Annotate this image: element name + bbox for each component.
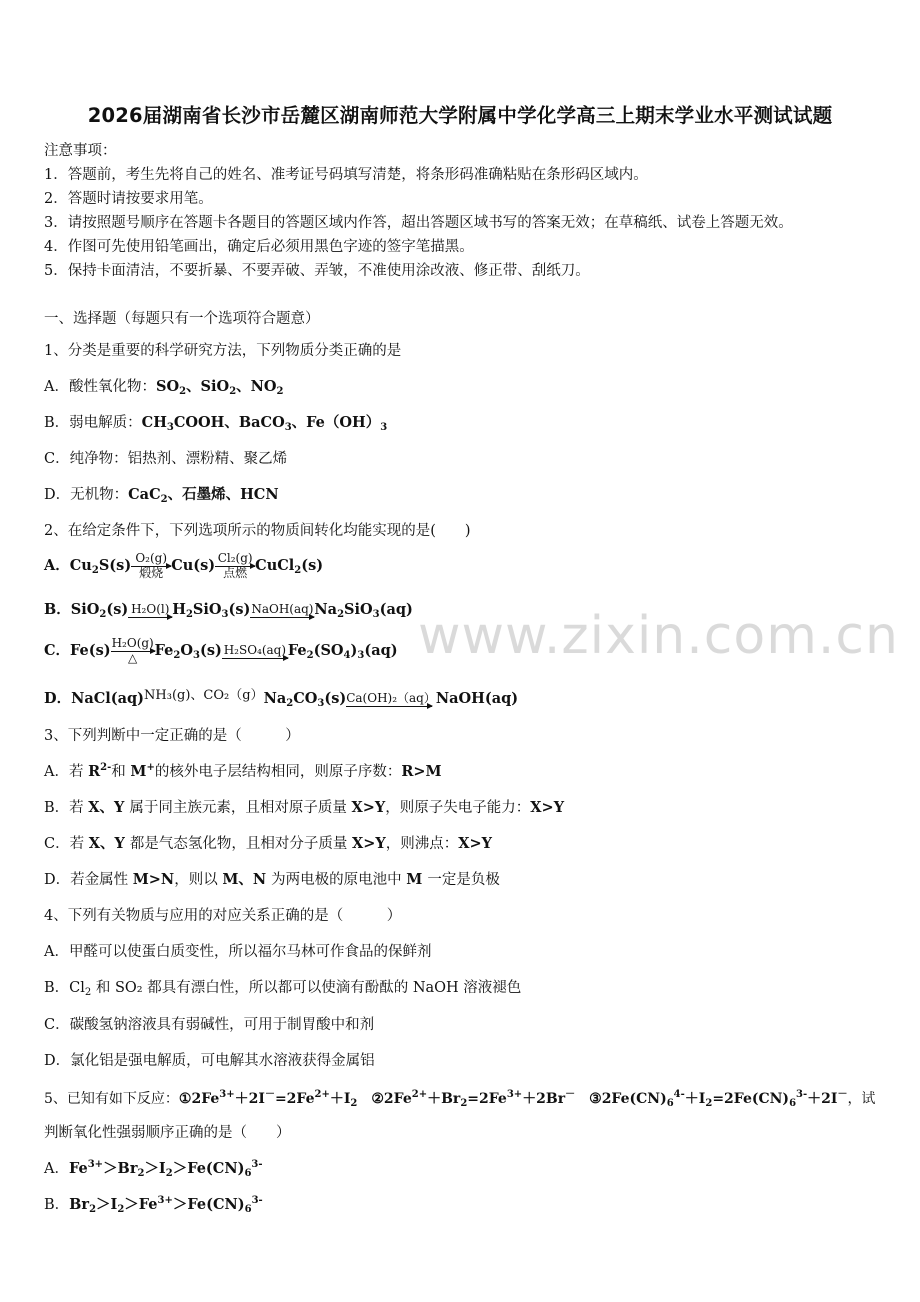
reaction-arrow: H₂SO₄(aq) bbox=[223, 642, 287, 657]
notes-heading: 注意事项： bbox=[44, 143, 117, 159]
page-title: 2026届湖南省长沙市岳麓区湖南师范大学附属中学化学高三上期末学业水平测试试题 bbox=[87, 104, 833, 127]
q1-option-b: B．弱电解质：$CH_3COOH$、BaCO$_3$、$Fe(OH)_3$ bbox=[44, 414, 388, 433]
section-heading: 一、选择题（每题只有一个选项符合题意） bbox=[44, 311, 320, 327]
note-item-2: 2．答题时请按要求用笔。 bbox=[44, 191, 213, 207]
q3-option-b: B．若 X、Y 属于同主族元素，且相对原子质量 X>Y，则原子失电子能力：X>Y bbox=[44, 799, 565, 816]
q2-option-c: C．Fe(s) H₂O(g) △ $Fe_2O_3(s)$ H₂SO₄(aq) $Fe_2(SO_4)_3(aq)$ bbox=[44, 636, 398, 665]
q2-option-d: D．NaCl(aq)NH₃(g)、$CO_2(g)Na_2CO_3(s)$ Ca(OH)₂（aq） NaOH(aq) bbox=[44, 688, 519, 709]
q5-option-b: B．$Br_2>I_2>Fe^{3+}>Fe(CN)_6^{3-}$ bbox=[44, 1195, 263, 1215]
reaction-arrow: Cl₂(g) 点燃 bbox=[215, 552, 255, 580]
reaction-arrow: NaOH(aq) bbox=[251, 601, 314, 616]
q3-option-c: C．若 X、Y 都是气态氢化物，且相对分子质量 X>Y，则沸点：X>Y bbox=[44, 835, 493, 852]
watermark: www.zixin.com.cn bbox=[418, 606, 899, 666]
q5-stem: 5、已知有如下反应：$①2Fe^{3+}+2I^-=2Fe^{2+}+I_2$ $②2Fe^{2+}+Br_2=2Fe^{3+}+2Br^-$ $③2Fe(CN)_6^{4-}+I_2=2Fe(CN)_6^{3-}+2I^-$，试 bbox=[44, 1089, 876, 1109]
reaction-arrow: H₂O(l) bbox=[128, 603, 172, 618]
q4-option-a: A．甲醛可以使蛋白质变性，所以福尔马林可作食品的保鲜剂 bbox=[44, 944, 432, 960]
q2-option-a: A．$Cu_2S(s)$ O₂(g) 煅烧 Cu(s) Cl₂(g) 点燃 CuCl$_2$(s) bbox=[44, 551, 324, 580]
q1-option-a: A．酸性氧化物：$SO_2$、SiO$_2$、$NO_2$ bbox=[44, 378, 284, 397]
note-item-1: 1．答题前，考生先将自己的姓名、准考证号码填写清楚，将条形码准确粘贴在条形码区域内。 bbox=[44, 167, 648, 183]
q4-option-c: C．碳酸氢钠溶液具有弱碱性，可用于制胃酸中和剂 bbox=[44, 1017, 375, 1033]
note-item-5: 5．保持卡面清洁，不要折暴、不要弄破、弄皱，不准使用涂改液、修正带、刮纸刀。 bbox=[44, 263, 590, 279]
q2-option-b: B．SiO$_2$(s) H₂O(l) $H_2SiO_3(s)$ NaOH(aq) $Na_2SiO_3(aq)$ bbox=[44, 601, 413, 620]
q5-option-a: A．$Fe^{3+}>Br_2>I_2>Fe(CN)_6^{3-}$ bbox=[44, 1159, 263, 1179]
reaction-arrow: O₂(g) 煅烧 bbox=[131, 552, 171, 580]
reaction-arrow: Ca(OH)₂（aq） bbox=[346, 690, 436, 705]
note-item-4: 4．作图可先使用铅笔画出，确定后必须用黑色字迹的签字笔描黑。 bbox=[44, 239, 474, 255]
q5-stem-line2: 判断氧化性强弱顺序正确的是（ ） bbox=[44, 1125, 291, 1141]
q4-option-b: B．$Cl_2$ 和 SO₂ 都具有漂白性，所以都可以使滴有酚酞的 NaOH 溶液褪色 bbox=[44, 980, 522, 998]
q1-stem: 1、分类是重要的科学研究方法，下列物质分类正确的是 bbox=[44, 343, 402, 359]
note-item-3: 3．请按照题号顺序在答题卡各题目的答题区域内作答，超出答题区域书写的答案无效；在草稿纸、试卷上答题无效。 bbox=[44, 215, 793, 231]
q3-option-d: D．若金属性 M>N，则以 M、N 为两电极的原电池中 M 一定是负极 bbox=[44, 871, 500, 888]
q1-option-c: C．纯净物：铝热剂、漂粉精、聚乙烯 bbox=[44, 451, 288, 467]
q3-option-a: A．若 $R^{2-}$和 M+的核外电子层结构相同，则原子序数：R>M bbox=[44, 762, 442, 780]
q3-stem: 3、下列判断中一定正确的是（ ） bbox=[44, 728, 300, 744]
q1-option-d: D．无机物：CaC$_2$、石墨烯、HCN bbox=[44, 486, 279, 505]
q4-option-d: D．氯化铝是强电解质，可电解其水溶液获得金属铝 bbox=[44, 1053, 375, 1069]
q4-stem: 4、下列有关物质与应用的对应关系正确的是（ ） bbox=[44, 908, 402, 924]
reaction-arrow: H₂O(g) △ bbox=[111, 636, 154, 665]
q2-stem: 2、在给定条件下，下列选项所示的物质间转化均能实现的是( ) bbox=[44, 523, 471, 539]
